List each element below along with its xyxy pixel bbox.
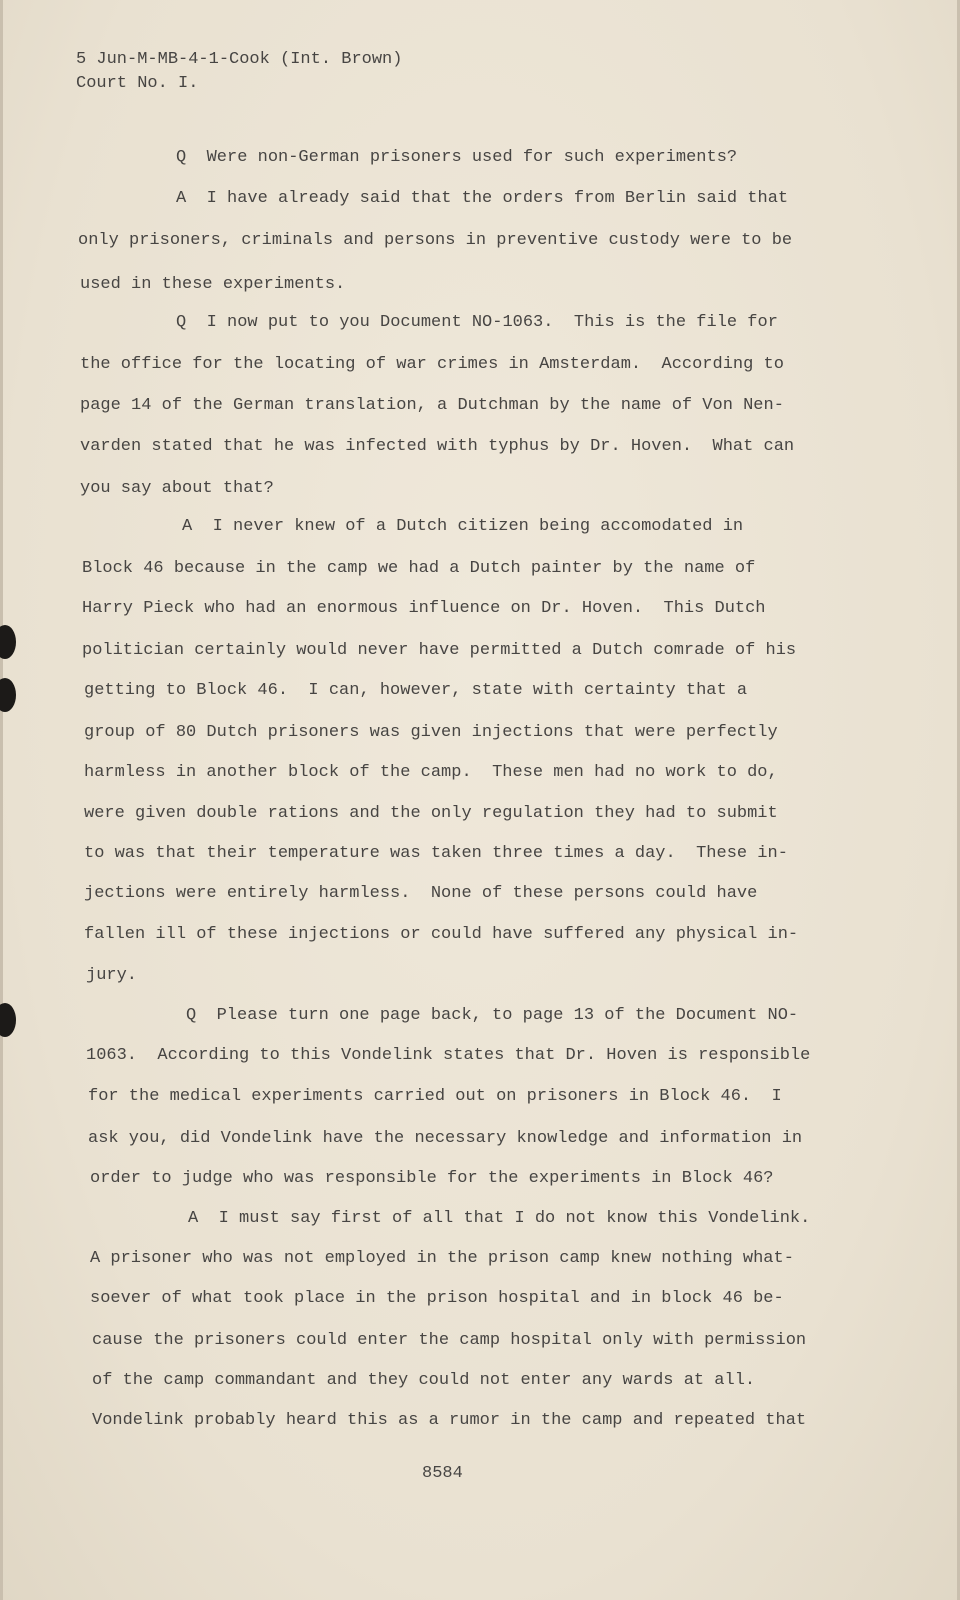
body-line: Block 46 because in the camp we had a Dutch painter by the name of <box>82 559 756 578</box>
body-line: for the medical experiments carried out on prisoners in Block 46. I <box>88 1087 782 1106</box>
body-line: jections were entirely harmless. None of these persons could have <box>84 884 758 903</box>
body-line: soever of what took place in the prison hospital and in block 46 be- <box>90 1289 784 1308</box>
body-line: the office for the locating of war crimes in Amsterdam. According to <box>80 355 784 374</box>
body-line: varden stated that he was infected with typhus by Dr. Hoven. What can <box>80 437 795 456</box>
header-line-1: 5 Jun-M-MB-4-1-Cook (Int. Brown) <box>76 50 403 69</box>
body-line: were given double rations and the only regulation they had to submit <box>84 804 778 823</box>
body-line: politician certainly would never have permitted a Dutch comrade of his <box>82 641 797 660</box>
body-line: to was that their temperature was taken three times a day. These in- <box>84 844 788 863</box>
body-line: A I must say first of all that I do not know this Vondelink. <box>188 1209 811 1228</box>
body-line: 1063. According to this Vondelink states that Dr. Hoven is responsible <box>86 1046 811 1065</box>
body-line: you say about that? <box>80 479 274 498</box>
body-line: Vondelink probably heard this as a rumor in the camp and repeated that <box>92 1411 807 1430</box>
body-line: fallen ill of these injections or could have suffered any physical in- <box>84 925 799 944</box>
body-line: group of 80 Dutch prisoners was given injections that were perfectly <box>84 723 778 742</box>
body-line: getting to Block 46. I can, however, state with certainty that a <box>84 681 748 700</box>
body-line: of the camp commandant and they could not enter any wards at all. <box>92 1371 756 1390</box>
body-line: ask you, did Vondelink have the necessary knowledge and information in <box>88 1129 803 1148</box>
binder-hole <box>0 1003 16 1037</box>
body-line: jury. <box>86 966 138 985</box>
body-line: harmless in another block of the camp. These men had no work to do, <box>84 763 778 782</box>
page-number: 8584 <box>422 1464 463 1483</box>
body-line: Harry Pieck who had an enormous influence on Dr. Hoven. This Dutch <box>82 599 766 618</box>
body-line: A I have already said that the orders from Berlin said that <box>176 189 789 208</box>
body-line: Q Were non-German prisoners used for such experiments? <box>176 148 738 167</box>
body-line: A prisoner who was not employed in the prison camp knew nothing what- <box>90 1249 794 1268</box>
body-line: A I never knew of a Dutch citizen being accomodated in <box>182 517 744 536</box>
body-line: order to judge who was responsible for the experiments in Block 46? <box>90 1169 774 1188</box>
binder-hole <box>0 678 16 712</box>
page-edge-left <box>0 0 3 1600</box>
body-line: only prisoners, criminals and persons in preventive custody were to be <box>78 231 793 250</box>
binder-hole <box>0 625 16 659</box>
body-line: Q I now put to you Document NO-1063. This is the file for <box>176 313 778 332</box>
header-line-2: Court No. I. <box>76 74 199 93</box>
body-line: cause the prisoners could enter the camp hospital only with permission <box>92 1331 807 1350</box>
body-line: page 14 of the German translation, a Dutchman by the name of Von Nen- <box>80 396 784 415</box>
body-line: used in these experiments. <box>80 275 346 294</box>
body-line: Q Please turn one page back, to page 13 of the Document NO- <box>186 1006 799 1025</box>
